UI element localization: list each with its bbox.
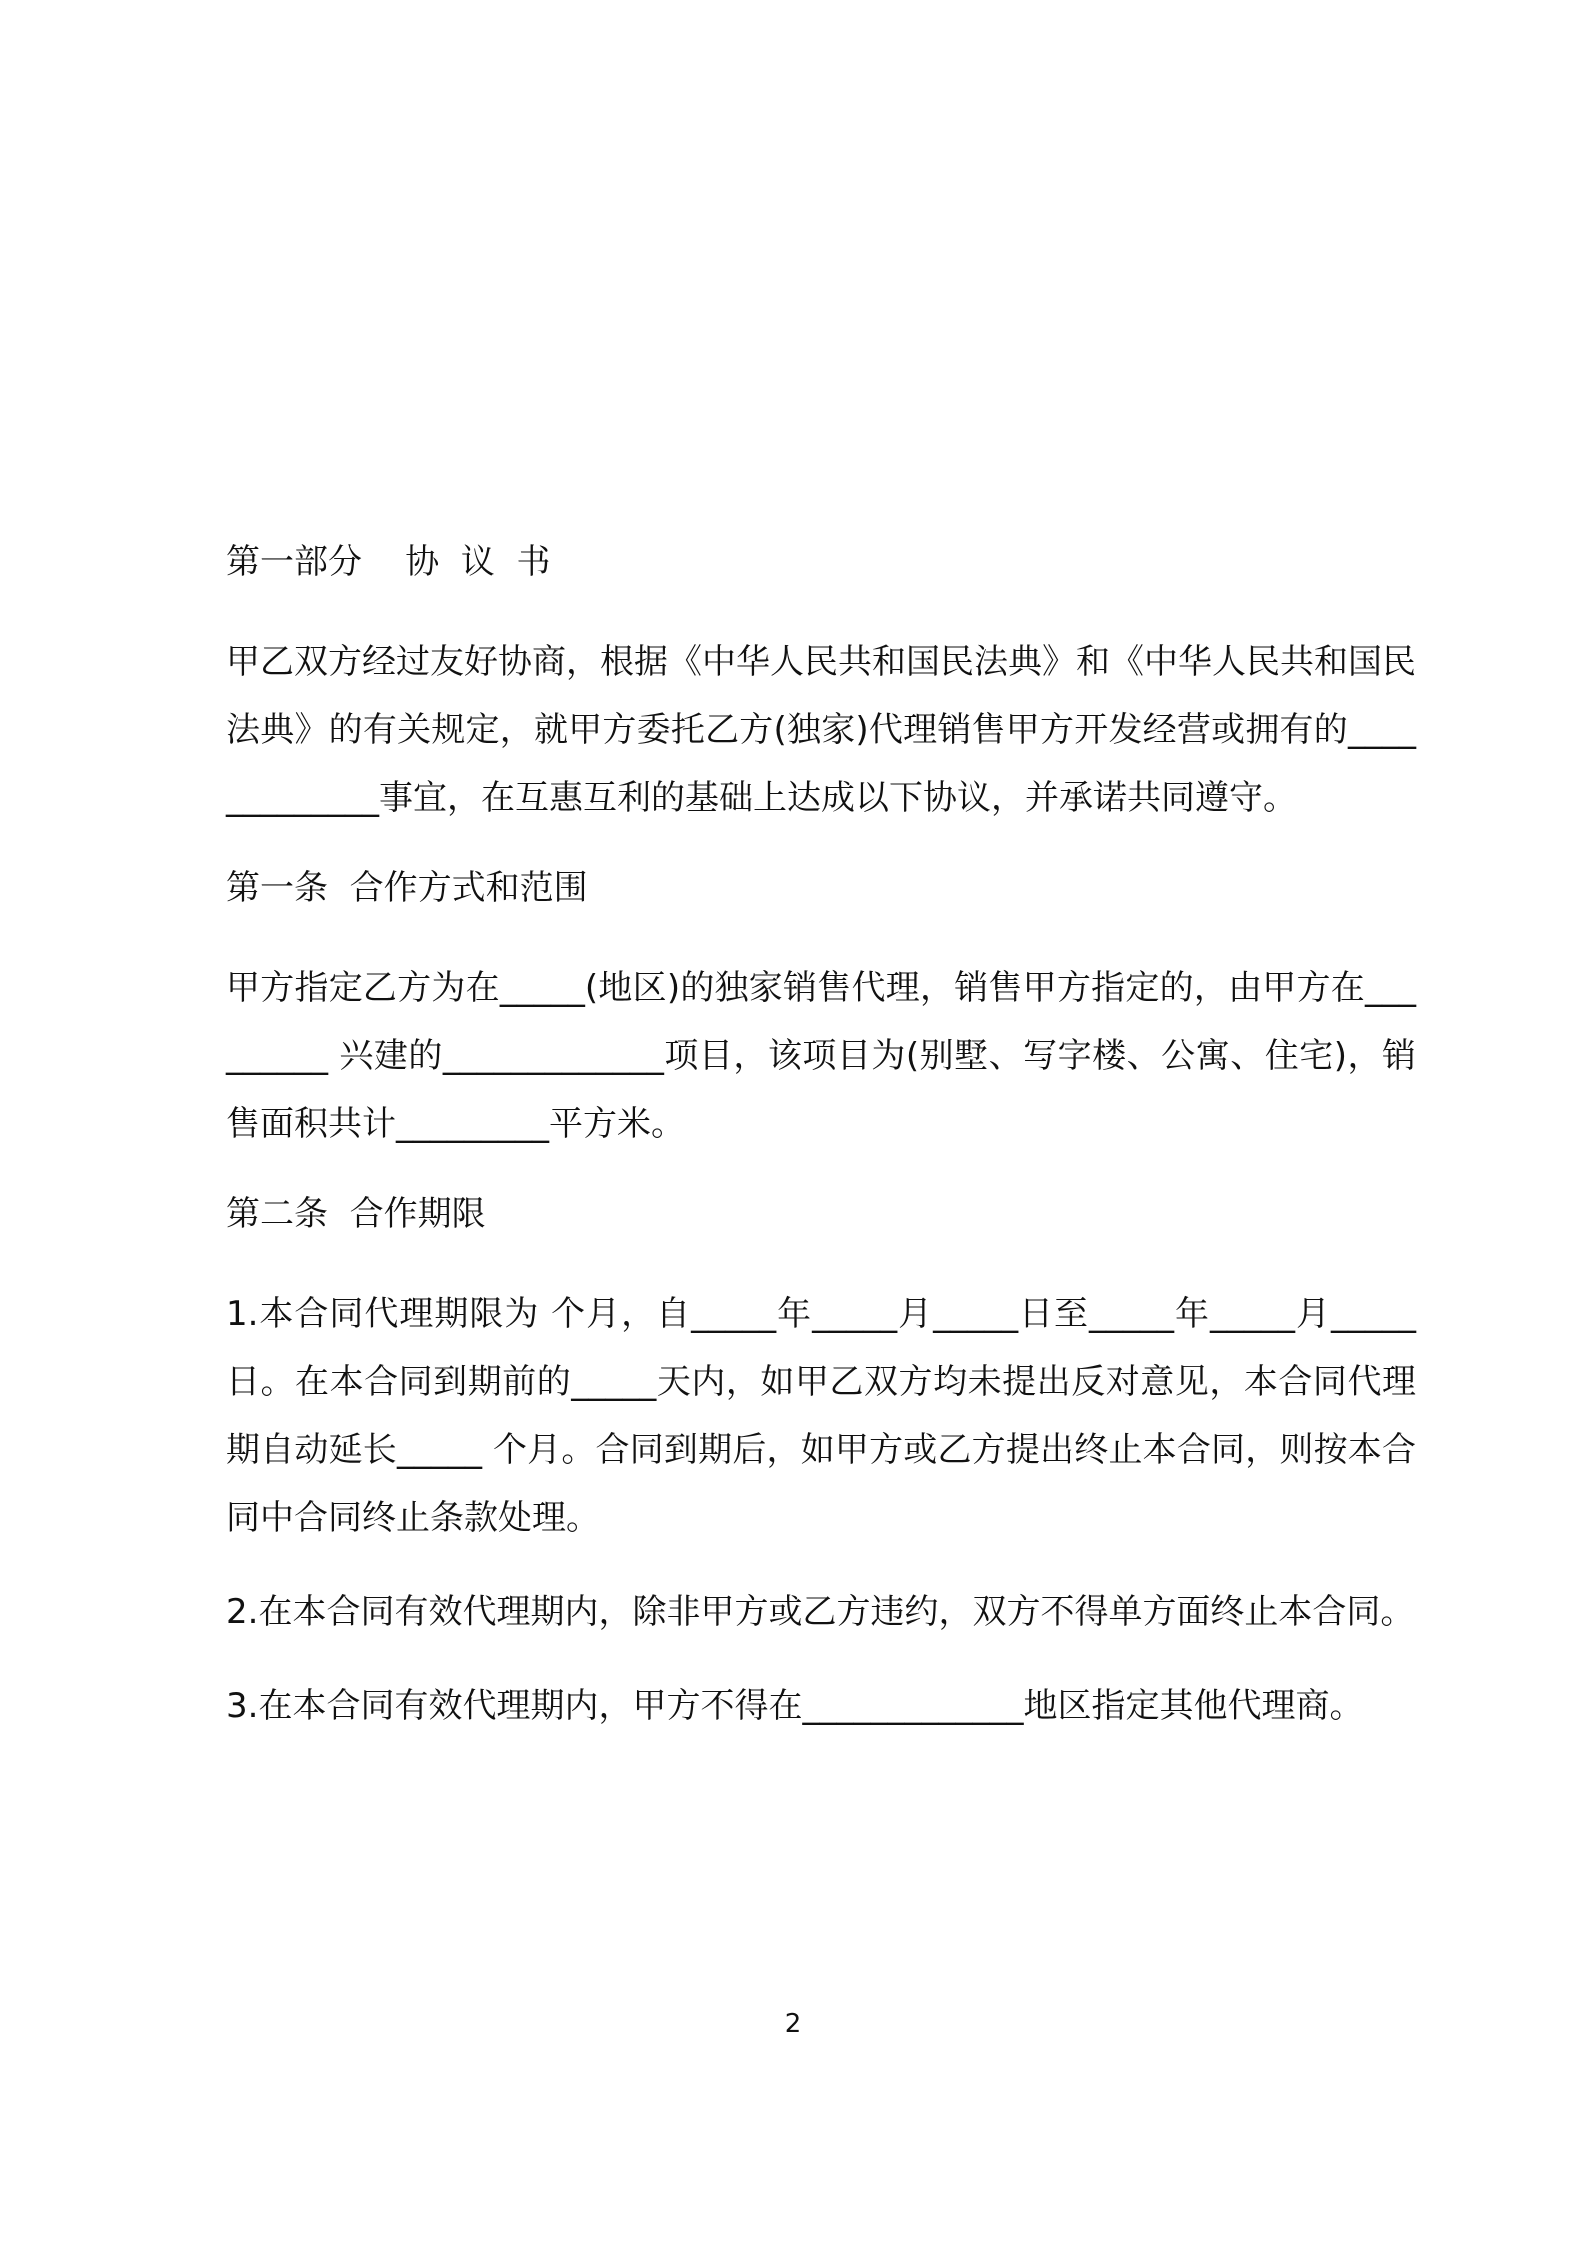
section-title: 第一部分 协 议 书 bbox=[226, 542, 551, 582]
article-1-title: 第一条 合作方式和范围 bbox=[226, 868, 588, 908]
page-number: 2 bbox=[784, 2009, 802, 2039]
article-1-body: 甲方指定乙方为在_____(地区)的独家销售代理，销售甲方指定的，由甲方在_________ 兴建的_____________项目，该项目为(别墅、写字楼、公寓、住宅)，销售面积共计_________平方米。 bbox=[226, 968, 1416, 1144]
article-2-clause-3: 3.在本合同有效代理期内，甲方不得在_____________地区指定其他代理商。 bbox=[226, 1686, 1364, 1726]
article-2-title: 第二条 合作期限 bbox=[226, 1194, 486, 1234]
document-body bbox=[226, 532, 1416, 1766]
intro-paragraph: 甲乙双方经过友好协商，根据《中华人民共和国民法典》和《中华人民共和国民法典》的有关规定，就甲方委托乙方(独家)代理销售甲方开发经营或拥有的_____________事宜，在互惠互利的基础上达成以下协议，并承诺共同遵守。 bbox=[226, 642, 1416, 818]
article-2-clause-2: 2.在本合同有效代理期内，除非甲方或乙方违约，双方不得单方面终止本合同。 bbox=[226, 1592, 1415, 1632]
article-2-clause-1: 1.本合同代理期限为 个月，自_____年_____月_____日至_____年_____月_____日。在本合同到期前的_____天内，如甲乙双方均未提出反对意见，本合同代理期自动延长_____ 个月。合同到期后，如甲方或乙方提出终止本合同，则按本合同中合同终止条款处理。 bbox=[226, 1294, 1416, 1538]
